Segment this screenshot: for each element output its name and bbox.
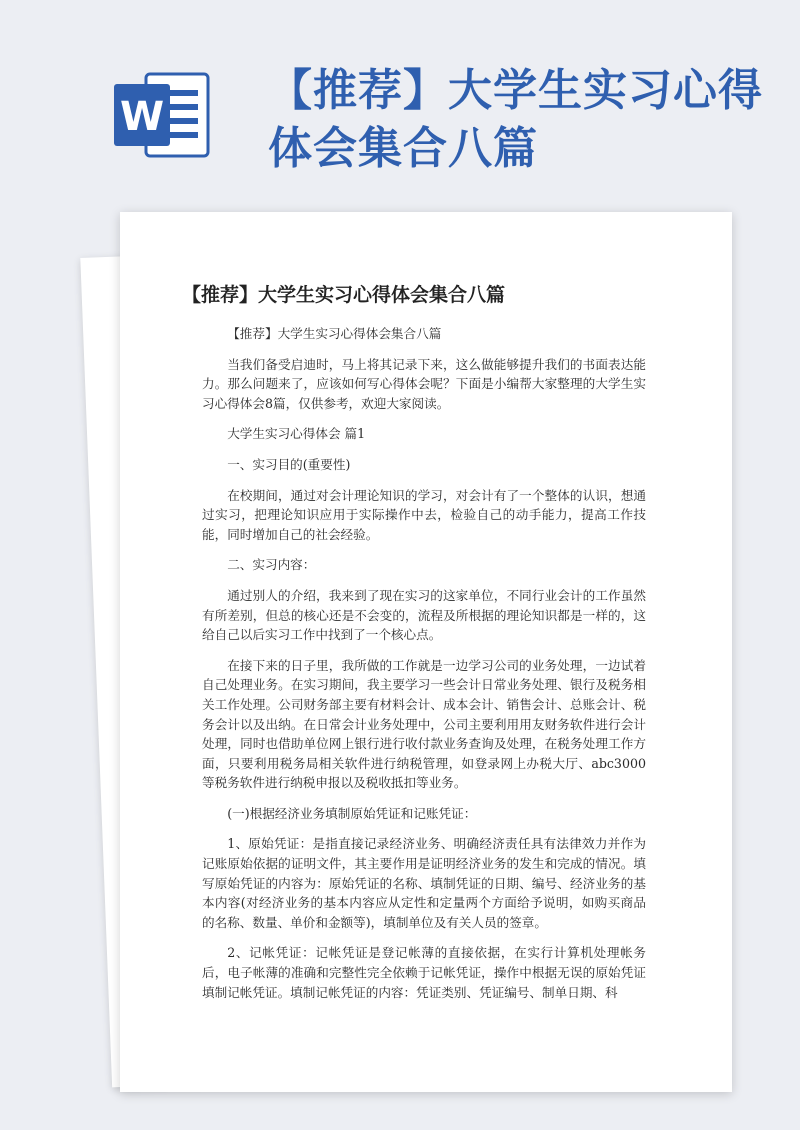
document-page [120, 212, 732, 1092]
paragraph: 一、实习目的(重要性) [227, 456, 351, 472]
document-body [202, 324, 646, 1013]
paragraph: 二、实习内容： [227, 557, 316, 573]
svg-text:W: W [119, 94, 165, 140]
paragraph: (一)根据经济业务填制原始凭证和记账凭证： [227, 805, 477, 821]
paragraph: 大学生实习心得体会 篇1 [227, 426, 366, 442]
word-icon [108, 60, 218, 170]
paragraph: 在接下来的日子里，我所做的工作就是一边学习公司的业务处理，一边试着自己处理业务。在实习期间，我主要学习一些会计日常业务处理、银行及税务相关工作处理。公司财务部主要有材料会计、成本会计、销售会计、总账会计、税务会计以及出纳。在日常会计业务处理中，公司主要利用用友财务软件进行会计处理，同时也借助单位网上银行进行收付款业务查询及处理，在税务处理工作方面，只要利用税务局相关软件进行纳税管理，如登录网上办税大厅、abc3000等税务软件进行纳税申报以及税收抵扣等业务。 [202, 657, 646, 791]
document-heading: 【推荐】大学生实习心得体会集合八篇 [182, 284, 506, 306]
paragraph: 通过别人的介绍，我来到了现在实习的这家单位，不同行业会计的工作虽然有所差别，但总的核心还是不会变的，流程及所根据的理论知识都是一样的，这给自己以后实习工作中找到了一个核心点。 [202, 587, 646, 643]
paragraph: 在校期间，通过对会计理论知识的学习，对会计有了一个整体的认识，想通过实习，把理论知识应用于实际操作中去，检验自己的动手能力，提高工作技能，同时增加自己的社会经验。 [202, 487, 646, 542]
paragraph: 当我们备受启迪时，马上将其记录下来，这么做能够提升我们的书面表达能力。那么问题来了，应该如何写心得体会呢？下面是小编帮大家整理的大学生实习心得体会8篇，仅供参考，欢迎大家阅读。 [202, 356, 646, 411]
page-title: 【推荐】大学生实习心得体会集合八篇 [268, 65, 763, 174]
paragraph: 1、原始凭证：是指直接记录经济业务、明确经济责任具有法律效力并作为记账原始依据的证明文件，其主要作用是证明经济业务的发生和完成的情况。填写原始凭证的内容为：原始凭证的名称、填制凭证的日期、编号、经济业务的基本内容(对经济业务的基本内容应从定性和定量两个方面给予说明，如购买商品的名称、数量、单价和金额等)，填制单位及有关人员的签章。 [202, 836, 646, 930]
header [0, 0, 800, 210]
paragraph: 【推荐】大学生实习心得体会集合八篇 [227, 326, 442, 341]
paragraph: 2、记帐凭证：记帐凭证是登记帐薄的直接依据，在实行计算机处理帐务后，电子帐薄的准确和完整性完全依赖于记帐凭证，操作中根据无误的原始凭证填制记帐凭证。填制记帐凭证的内容：凭证类别、凭证编号、制单日期、科 [202, 945, 646, 1000]
